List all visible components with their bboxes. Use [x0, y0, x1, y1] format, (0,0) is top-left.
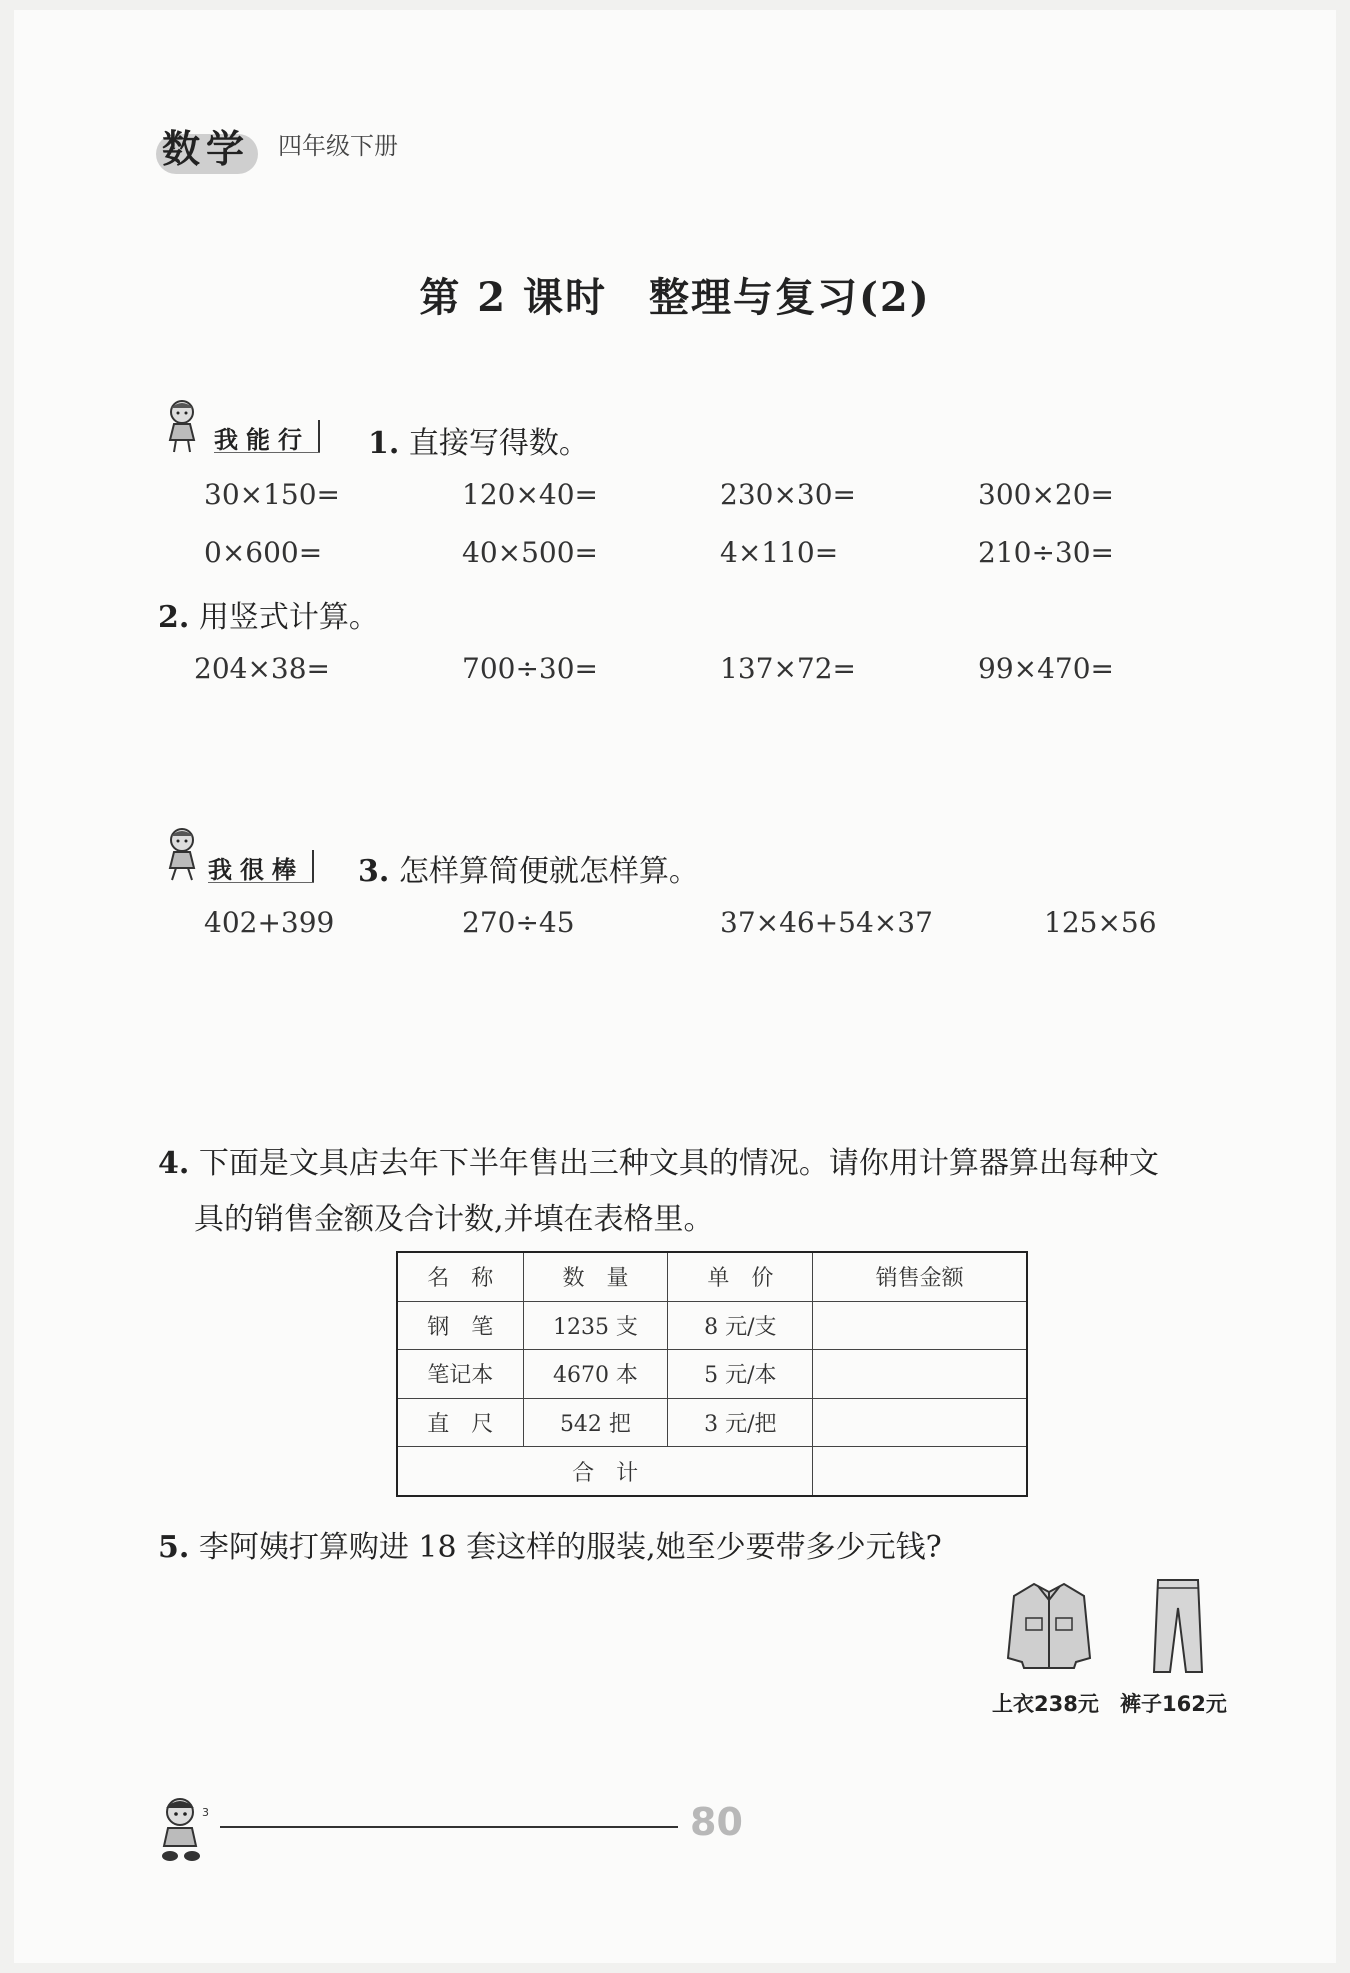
section-badge-1: 我能行 — [214, 420, 320, 453]
q2-item: 137×72= — [720, 652, 856, 685]
table-row — [397, 1350, 1027, 1399]
q2-item: 204×38= — [194, 652, 330, 685]
sales-table — [396, 1251, 1028, 1497]
q1-item: 40×500= — [462, 536, 598, 569]
table-cell: 542 把 — [523, 1398, 668, 1447]
total-answer-cell[interactable] — [813, 1447, 1027, 1496]
question-1-text: 直接写得数。 — [408, 426, 589, 461]
table-cell: 1235 支 — [523, 1301, 668, 1350]
q3-item: 402+399 — [204, 906, 335, 939]
q3-item: 125×56 — [1044, 906, 1157, 939]
question-4-line1: 下面是文具店去年下半年售出三种文具的情况。请你用计算器算出每种文 — [198, 1146, 1159, 1181]
q1-item: 0×600= — [204, 536, 323, 569]
q3-item: 270÷45 — [462, 906, 575, 939]
pants-price-caption: 裤子162元 — [1120, 1692, 1227, 1716]
question-5 — [158, 1522, 942, 1566]
table-cell: 5 元/本 — [668, 1350, 813, 1399]
girl-mascot-icon — [160, 826, 204, 882]
q2-item: 700÷30= — [462, 652, 598, 685]
q1-item: 120×40= — [462, 478, 598, 511]
table-cell: 4670 本 — [523, 1350, 668, 1399]
grade-label: 四年级下册 — [278, 132, 398, 160]
q1-item: 210÷30= — [978, 536, 1114, 569]
table-header-cell: 单 价 — [668, 1252, 813, 1301]
table-cell: 钢 笔 — [397, 1301, 523, 1350]
table-total-row — [397, 1447, 1027, 1496]
subject-title: 数学 — [162, 127, 251, 171]
table-cell: 直 尺 — [397, 1398, 523, 1447]
question-2-number: 2. — [158, 600, 190, 635]
footer-rule — [220, 1826, 678, 1828]
q2-item: 99×470= — [978, 652, 1114, 685]
question-1-number: 1. — [368, 426, 400, 461]
answer-cell[interactable] — [813, 1301, 1027, 1350]
answer-cell[interactable] — [813, 1398, 1027, 1447]
question-5-number: 5. — [158, 1530, 190, 1565]
question-3-text: 怎样算简便就怎样算。 — [398, 854, 699, 889]
question-1 — [368, 418, 589, 462]
q1-item: 4×110= — [720, 536, 839, 569]
pants-icon — [1148, 1576, 1208, 1676]
table-row — [397, 1301, 1027, 1350]
jacket-price-caption: 上衣238元 — [992, 1692, 1099, 1716]
page-number: 80 — [690, 1800, 743, 1844]
table-cell: 8 元/支 — [668, 1301, 813, 1350]
question-2 — [158, 592, 379, 636]
question-3-number: 3. — [358, 854, 390, 889]
table-header-cell: 销售金额 — [813, 1252, 1027, 1301]
table-cell: 3 元/把 — [668, 1398, 813, 1447]
question-2-text: 用竖式计算。 — [198, 600, 379, 635]
table-header-cell: 数 量 — [523, 1252, 668, 1301]
question-4-number: 4. — [158, 1146, 190, 1181]
q1-item: 230×30= — [720, 478, 856, 511]
section-badge-2: 我很棒 — [208, 850, 314, 883]
question-4-line2: 具的销售金额及合计数,并填在表格里。 — [194, 1202, 714, 1237]
question-4 — [158, 1136, 1258, 1248]
table-row — [397, 1398, 1027, 1447]
boy-mascot-icon — [152, 1794, 218, 1864]
girl-mascot-icon — [160, 398, 204, 454]
lesson-title: 第 2 课时 整理与复习(2) — [419, 274, 931, 321]
table-header-row — [397, 1252, 1027, 1301]
jacket-icon — [1004, 1578, 1094, 1674]
q1-item: 30×150= — [204, 478, 340, 511]
table-header-cell: 名 称 — [397, 1252, 523, 1301]
q1-item: 300×20= — [978, 478, 1114, 511]
total-label-cell: 合 计 — [397, 1447, 813, 1496]
question-5-text: 李阿姨打算购进 18 套这样的服装,她至少要带多少元钱? — [198, 1530, 942, 1565]
table-cell: 笔记本 — [397, 1350, 523, 1399]
q3-item: 37×46+54×37 — [720, 906, 933, 939]
question-3 — [358, 846, 699, 890]
svg-text:3: 3 — [202, 1806, 209, 1819]
answer-cell[interactable] — [813, 1350, 1027, 1399]
